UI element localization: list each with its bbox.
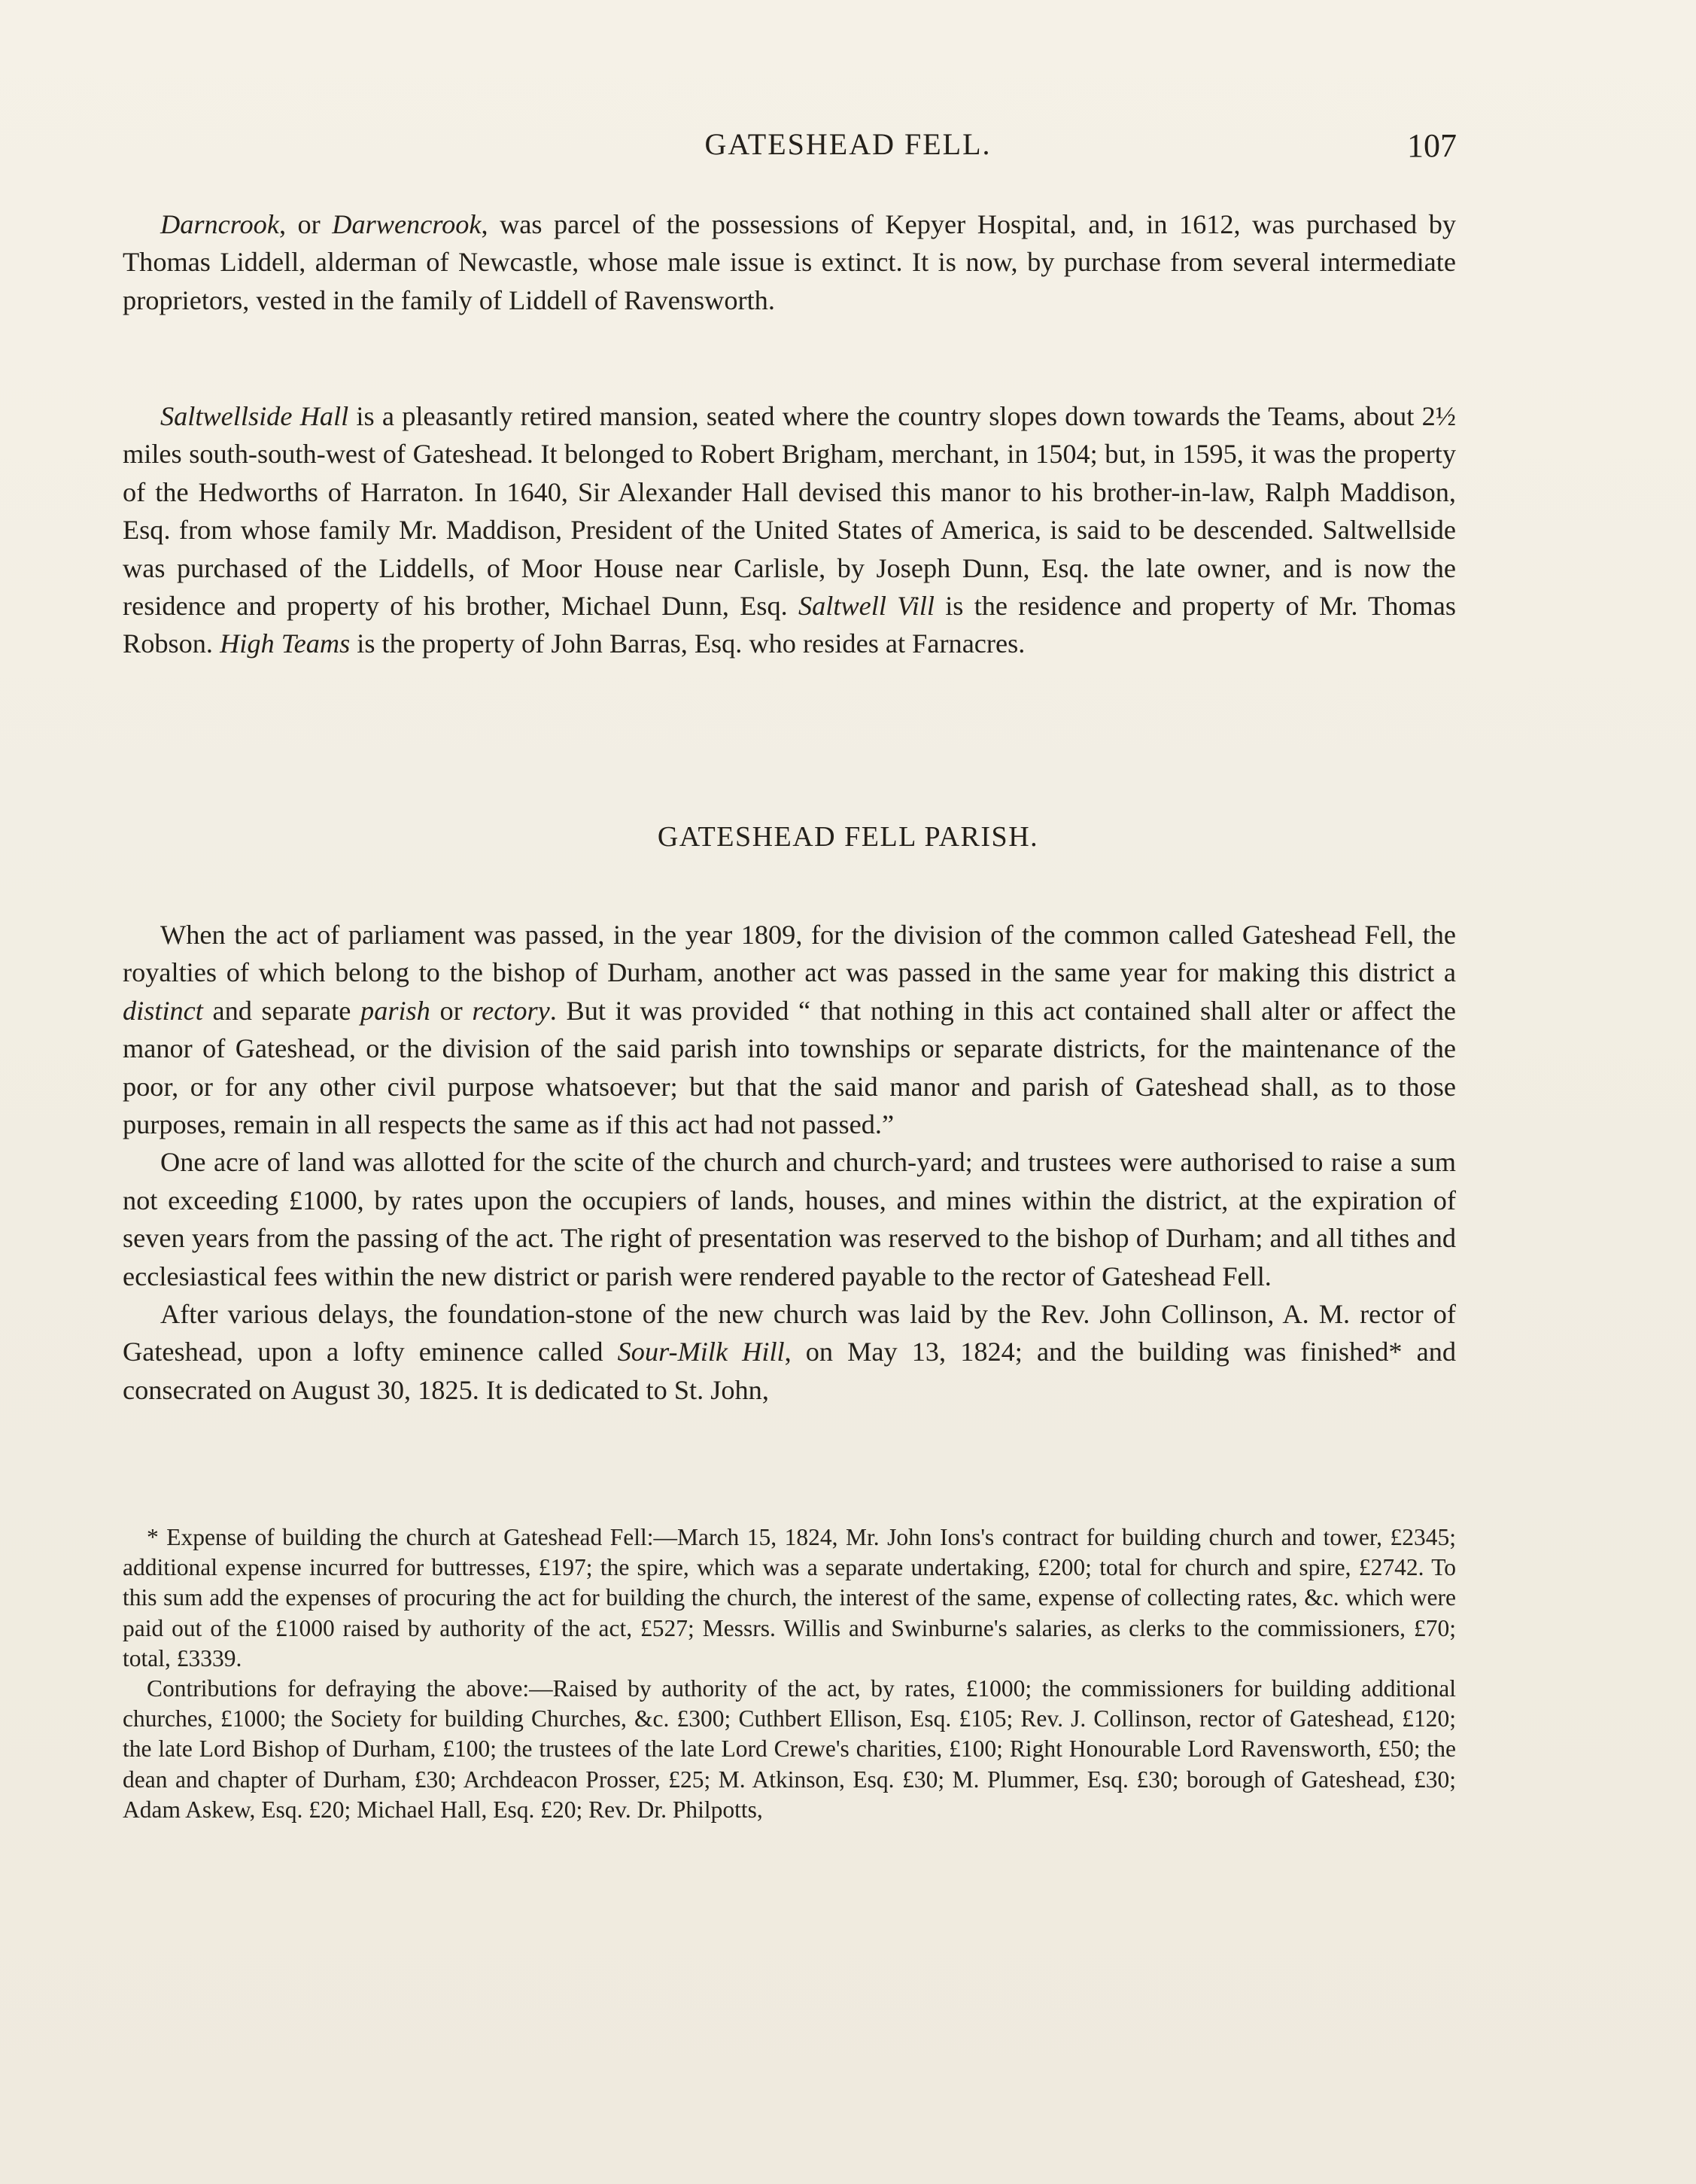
emphasis: distinct <box>123 995 203 1026</box>
text-span: is the property of John Barras, Esq. who resides at Farnacres. <box>350 628 1026 659</box>
emphasis: parish <box>360 995 430 1026</box>
paragraph-2 <box>123 397 1456 663</box>
parish-body <box>123 916 1456 1409</box>
text-span: , was parcel of the possessions of Kepyer Hospital, and, in 1612, was purchased by Thomas Liddell, alderman of Newcastle, whose male issue is extinct. It is now, by purchase from several intermediate proprietors, vested in the family of Liddell of Ravensworth. <box>123 209 1456 315</box>
place-name: Sour-Milk Hill <box>617 1337 785 1367</box>
paragraph-darncrook <box>123 205 1456 319</box>
paragraph-3 <box>123 916 1456 1143</box>
running-title: GATESHEAD FELL. <box>704 127 992 161</box>
text-span: is a pleasantly retired mansion, seated where the country slopes down towards the Teams, about 2½ miles south-south-west of Gateshead. It belonged to Robert Brigham, merchant, in 1504; but, in 1595, it was the property of the Hedworths of Harraton. In 1640, Sir Alexander Hall devised this manor to his brother-in-law, Ralph Maddison, Esq. from whose family Mr. Maddison, President of the United States of America, is said to be descended. Saltwellside was purchased of the Liddells, of Moor House near Carlisle, by Joseph Dunn, Esq. the late owner, and is now the residence and property of his brother, Michael Dunn, Esq. <box>123 401 1456 622</box>
place-name: Darwencrook <box>332 209 482 239</box>
page-number: 107 <box>1407 127 1457 164</box>
section-heading: GATESHEAD FELL PARISH. <box>657 821 1039 853</box>
footnote-contributions: Contributions for defraying the above:—Raised by authority of the act, by rates, £1000; the commissioners for building additional churches, £1000; the Society for building Churches, &c. £300; Cuthbert Ellison, Esq. £105; Rev. J. Collinson, rector of Gateshead, £120; the late Lord Bishop of Durham, £100; the trustees of the late Lord Crewe's charities, £100; Right Honourable Lord Ravensworth, £50; the dean and chapter of Durham, £30; Archdeacon Prosser, £25; M. Atkinson, Esq. £30; M. Plummer, Esq. £30; borough of Gateshead, £30; Adam Askew, Esq. £20; Michael Hall, Esq. £20; Rev. Dr. Philpotts, <box>123 1675 1456 1823</box>
running-head <box>0 126 1696 172</box>
text-span: , or <box>278 209 333 239</box>
place-name: Darncrook <box>160 209 279 239</box>
paragraph-1 <box>123 205 1456 319</box>
footnote-expense: * Expense of building the church at Gateshead Fell:—March 15, 1824, Mr. John Ions's contract for building church and tower, £2345; additional expense incurred for buttresses, £197; the spire, which was a separate undertaking, £200; total for church and spire, £2742. To this sum add the expenses of procuring the act for building the church, the interest of the same, expense of collecting rates, &c. which were paid out of the £1000 raised by authority of the act, £527; Messrs. Willis and Swinburne's salaries, as clerks to the commissioners, £70; total, £3339. <box>123 1524 1456 1671</box>
footnotes <box>123 1522 1456 1825</box>
paragraph-saltwellside <box>123 397 1456 663</box>
text-span: or <box>430 995 473 1026</box>
place-name: Saltwellside Hall <box>160 401 349 431</box>
text-span: After various delays, the foundation-stone of the new church was laid by the Rev. John Collinson, A. M. rector of Gateshead, upon a lofty eminence called <box>123 1299 1456 1367</box>
emphasis: rectory <box>472 995 550 1026</box>
place-name: Saltwell Vill <box>798 591 935 622</box>
place-name: High Teams <box>220 628 351 659</box>
text-span: and separate <box>202 995 361 1026</box>
text-span: . But it was provided “ that nothing in this act contained shall alter or affect the manor of Gateshead, or the division of the said parish into townships or separate districts, for the maintenance of the poor, or for any other civil purpose whatsoever; but that the said manor and parish of Gateshead shall, as to those purposes, remain in all respects the same as if this act had not passed.” <box>123 995 1456 1140</box>
text-span: is the residence and property of Mr. Thomas Robson. <box>123 591 1456 659</box>
text-span: , on May 13, 1824; and the building was finished* and consecrated on August 30, 1825. It is dedicated to St. John, <box>123 1337 1456 1405</box>
text-span: When the act of parliament was passed, in the year 1809, for the division of the common called Gateshead Fell, the royalties of which belong to the bishop of Durham, another act was passed in the same year for making this district a <box>123 920 1456 988</box>
paragraph-4: One acre of land was allotted for the scite of the church and church-yard; and trustees were authorised to raise a sum not exceeding £1000, by rates upon the occupiers of lands, houses, and mines within the district, at the expiration of seven years from the passing of the act. The right of presentation was reserved to the bishop of Durham; and all tithes and ecclesiastical fees within the new district or parish were rendered payable to the rector of Gateshead Fell. <box>123 1147 1456 1291</box>
paragraph-5 <box>123 1295 1456 1409</box>
